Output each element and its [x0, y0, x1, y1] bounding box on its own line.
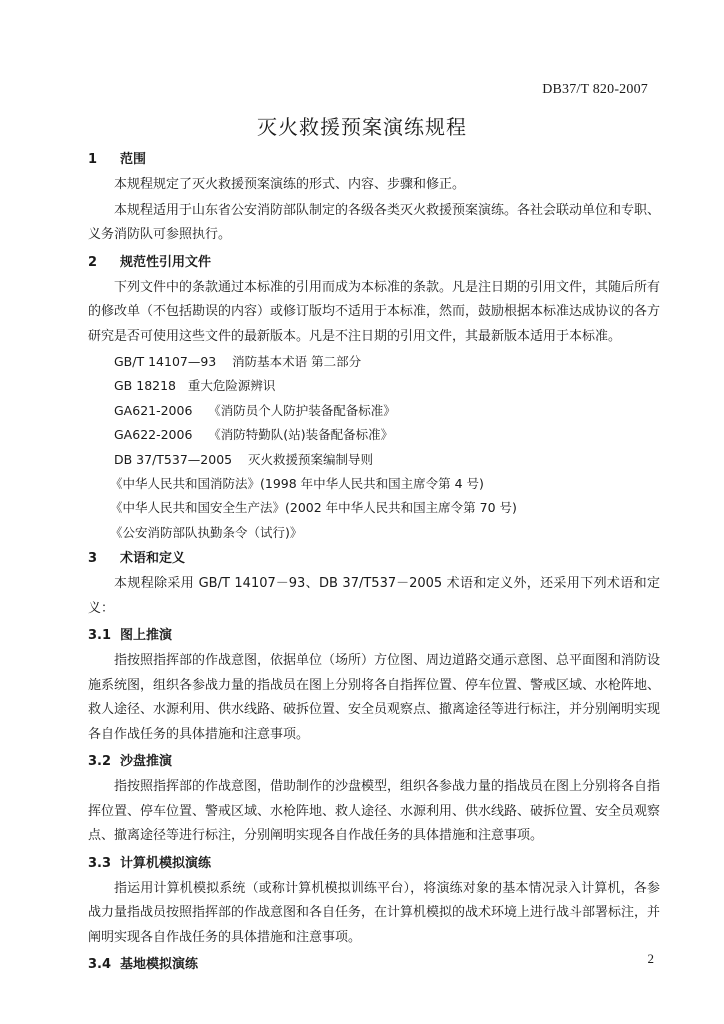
- subsection-3-3-heading: [88, 850, 660, 877]
- paragraph: 下列文件中的条款通过本标准的引用而成为本标准的条款。凡是注日期的引用文件，其随后所有的修改单（不包括勘误的内容）或修订版均不适用于本标准，然而，鼓励根据本标准达成协议的各方研究是否可使用这些文件的最新版本。凡是不注日期的引用文件，其最新版本适用于本标准。: [88, 279, 661, 344]
- section-title: 沙盘推演: [120, 754, 173, 770]
- section-3-heading: [88, 545, 660, 572]
- section-number: 3: [88, 551, 98, 567]
- section-number: 2: [88, 254, 98, 270]
- page-number: 2: [647, 951, 654, 966]
- subsection-3-2-heading: [88, 748, 660, 775]
- section-number: 3.1: [88, 628, 112, 644]
- section-number: 3.2: [88, 754, 112, 770]
- reference-item: GB 18218 重大危险源辨识: [114, 378, 276, 394]
- section-2-heading: [88, 249, 660, 276]
- reference-item: GA622-2006 《消防特勤队(站)装备配备标准》: [114, 427, 394, 443]
- page-title: 灭火救援预案演练规程: [257, 115, 467, 139]
- paragraph: 指按照指挥部的作战意图，借助制作的沙盘模型，组织各参战力量的指战员在图上分别将各自指挥位置、停车位置、警戒区域、水枪阵地、救人途径、水源利用、供水线路、破拆位置、安全员观察点、撤离途径等进行标注，分别阐明实现各自作战任务的具体措施和注意事项。: [88, 779, 661, 844]
- paragraph: 指按照指挥部的作战意图，依据单位（场所）方位图、周边道路交通示意图、总平面图和消防设施系统图，组织各参战力量的指战员在图上分别将各自指挥位置、停车位置、警戒区域、水枪阵地、救人途径、水源利用、供水线路、破拆位置、安全员观察点、撤离途径等进行标注，并分别阐明实现各自作战任务的具体措施和注意事项。: [88, 653, 661, 742]
- reference-item: 《公安消防部队执勤条令（试行)》: [110, 524, 303, 540]
- document-body: [88, 146, 660, 978]
- subsection-3-4-heading: [88, 951, 660, 978]
- paragraph: 本规程适用于山东省公安消防部队制定的各级各类灭火救援预案演练。各社会联动单位和专职、义务消防队可参照执行。: [88, 202, 661, 242]
- section-number: 1: [88, 152, 98, 167]
- section-title: 图上推演: [120, 628, 173, 644]
- paragraph: 本规程规定了灭火救援预案演练的形式、内容、步骤和修正。: [114, 177, 466, 192]
- section-1-heading: [88, 146, 660, 173]
- paragraph: 指运用计算机模拟系统（或称计算机模拟训练平台），将演练对象的基本情况录入计算机，各参战力量指战员按照指挥部的作战意图和各自任务，在计算机模拟的战术环境上进行战斗部署标注，并阐明实现各自作战任务的具体措施和注意事项。: [88, 880, 661, 945]
- section-title: 基地模拟演练: [120, 957, 199, 973]
- document-code: DB37/T 820-2007: [542, 82, 648, 97]
- section-title: 术语和定义: [120, 551, 186, 567]
- reference-item: DB 37/T537—2005 灭火救援预案编制导则: [114, 451, 373, 467]
- reference-item: 《中华人民共和国安全生产法》(2002 年中华人民共和国主席令第 70 号): [110, 500, 517, 516]
- section-number: 3.3: [88, 855, 112, 871]
- paragraph: 本规程除采用 GB/T 14107－93、DB 37/T537－2005 术语和定义外，还采用下列术语和定义：: [88, 576, 660, 616]
- section-number: 3.4: [88, 957, 112, 973]
- reference-item: GA621-2006 《消防员个人防护装备配备标准》: [114, 402, 396, 418]
- reference-item: 《中华人民共和国消防法》(1998 年中华人民共和国主席令第 4 号): [110, 476, 484, 492]
- subsection-3-1-heading: [88, 622, 660, 649]
- section-title: 计算机模拟演练: [120, 855, 212, 871]
- section-title: 规范性引用文件: [120, 254, 212, 270]
- section-title: 范围: [120, 152, 147, 167]
- reference-item: GB/T 14107—93 消防基本术语 第二部分: [114, 354, 362, 369]
